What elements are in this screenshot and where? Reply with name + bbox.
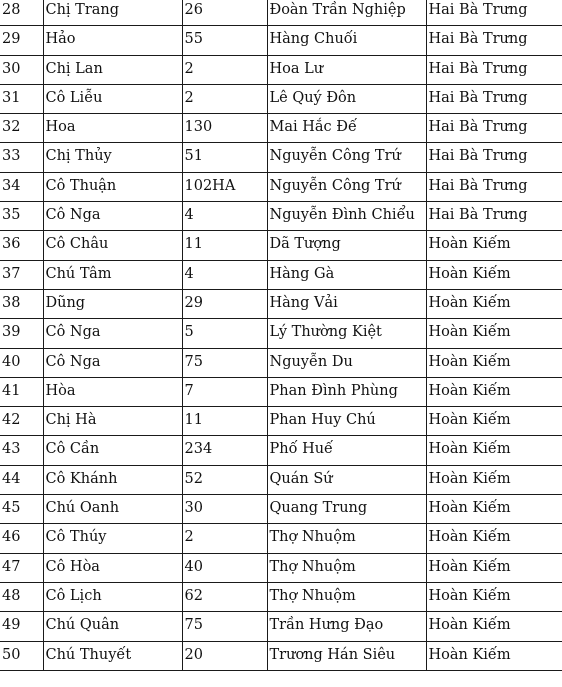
house-number-cell: 7 — [182, 377, 267, 406]
street-cell: Nguyễn Công Trứ — [267, 172, 426, 201]
district-cell: Hoàn Kiếm — [426, 348, 562, 377]
row-number-cell: 40 — [0, 348, 43, 377]
district-cell: Hai Bà Trưng — [426, 202, 562, 231]
table-row — [0, 289, 562, 318]
house-number-cell: 75 — [182, 612, 267, 641]
table-row — [0, 553, 562, 582]
name-cell: Cô Châu — [43, 231, 182, 260]
district-cell: Hoàn Kiếm — [426, 436, 562, 465]
house-number-cell: 4 — [182, 260, 267, 289]
name-cell: Cô Thúy — [43, 524, 182, 553]
district-cell: Hoàn Kiếm — [426, 407, 562, 436]
house-number-cell: 55 — [182, 26, 267, 55]
house-number-cell: 40 — [182, 553, 267, 582]
house-number-cell: 20 — [182, 641, 267, 670]
street-cell: Hàng Gà — [267, 260, 426, 289]
name-cell: Cô Cần — [43, 436, 182, 465]
district-cell: Hai Bà Trưng — [426, 114, 562, 143]
row-number-cell: 29 — [0, 26, 43, 55]
street-cell: Trương Hán Siêu — [267, 641, 426, 670]
street-cell: Phan Huy Chú — [267, 407, 426, 436]
street-cell: Quang Trung — [267, 495, 426, 524]
name-cell: Cô Hòa — [43, 553, 182, 582]
row-number-cell: 30 — [0, 55, 43, 84]
name-cell: Hòa — [43, 377, 182, 406]
name-cell: Cô Nga — [43, 202, 182, 231]
street-cell: Hoa Lư — [267, 55, 426, 84]
house-number-cell: 51 — [182, 143, 267, 172]
table-row — [0, 114, 562, 143]
name-cell: Chú Tâm — [43, 260, 182, 289]
row-number-cell: 31 — [0, 84, 43, 113]
table-row — [0, 377, 562, 406]
table-row — [0, 524, 562, 553]
district-cell: Hai Bà Trưng — [426, 26, 562, 55]
row-number-cell: 33 — [0, 143, 43, 172]
district-cell: Hoàn Kiếm — [426, 260, 562, 289]
street-cell: Phan Đình Phùng — [267, 377, 426, 406]
district-cell: Hoàn Kiếm — [426, 582, 562, 611]
table-row — [0, 495, 562, 524]
name-cell: Cô Nga — [43, 348, 182, 377]
house-number-cell: 102HA — [182, 172, 267, 201]
row-number-cell: 36 — [0, 231, 43, 260]
house-number-cell: 5 — [182, 319, 267, 348]
name-cell: Chú Thuyết — [43, 641, 182, 670]
row-number-cell: 41 — [0, 377, 43, 406]
row-number-cell: 43 — [0, 436, 43, 465]
row-number-cell: 44 — [0, 465, 43, 494]
table-row — [0, 436, 562, 465]
street-cell: Trần Hưng Đạo — [267, 612, 426, 641]
district-cell: Hoàn Kiếm — [426, 377, 562, 406]
name-cell: Cô Thuận — [43, 172, 182, 201]
table-row — [0, 407, 562, 436]
street-cell: Thợ Nhuộm — [267, 553, 426, 582]
row-number-cell: 45 — [0, 495, 43, 524]
house-number-cell: 75 — [182, 348, 267, 377]
street-cell: Quán Sứ — [267, 465, 426, 494]
street-cell: Phố Huế — [267, 436, 426, 465]
row-number-cell: 39 — [0, 319, 43, 348]
name-cell: Chị Trang — [43, 0, 182, 26]
house-number-cell: 11 — [182, 231, 267, 260]
name-cell: Cô Khánh — [43, 465, 182, 494]
row-number-cell: 32 — [0, 114, 43, 143]
district-cell: Hoàn Kiếm — [426, 553, 562, 582]
district-cell: Hai Bà Trưng — [426, 0, 562, 26]
table-row — [0, 348, 562, 377]
house-number-cell: 11 — [182, 407, 267, 436]
table-row — [0, 641, 562, 670]
name-cell: Cô Nga — [43, 319, 182, 348]
district-cell: Hoàn Kiếm — [426, 289, 562, 318]
row-number-cell: 47 — [0, 553, 43, 582]
street-cell: Hàng Vải — [267, 289, 426, 318]
name-cell: Dũng — [43, 289, 182, 318]
street-cell: Thợ Nhuộm — [267, 524, 426, 553]
row-number-cell: 48 — [0, 582, 43, 611]
table-row — [0, 0, 562, 26]
name-cell: Chị Hà — [43, 407, 182, 436]
table-row — [0, 143, 562, 172]
row-number-cell: 42 — [0, 407, 43, 436]
district-cell: Hai Bà Trưng — [426, 143, 562, 172]
name-cell: Chị Thủy — [43, 143, 182, 172]
table-row — [0, 582, 562, 611]
district-cell: Hai Bà Trưng — [426, 172, 562, 201]
table-row — [0, 172, 562, 201]
house-number-cell: 29 — [182, 289, 267, 318]
district-cell: Hoàn Kiếm — [426, 524, 562, 553]
table-row — [0, 55, 562, 84]
table-row — [0, 202, 562, 231]
street-cell: Dã Tượng — [267, 231, 426, 260]
house-number-cell: 30 — [182, 495, 267, 524]
row-number-cell: 46 — [0, 524, 43, 553]
table-row — [0, 231, 562, 260]
house-number-cell: 2 — [182, 55, 267, 84]
table-row — [0, 465, 562, 494]
street-cell: Lý Thường Kiệt — [267, 319, 426, 348]
name-cell: Hảo — [43, 26, 182, 55]
district-cell: Hoàn Kiếm — [426, 641, 562, 670]
row-number-cell: 38 — [0, 289, 43, 318]
district-cell: Hoàn Kiếm — [426, 495, 562, 524]
name-cell: Chú Quân — [43, 612, 182, 641]
house-number-cell: 2 — [182, 524, 267, 553]
street-cell: Hàng Chuối — [267, 26, 426, 55]
table-row — [0, 612, 562, 641]
street-cell: Mai Hắc Đế — [267, 114, 426, 143]
house-number-cell: 26 — [182, 0, 267, 26]
name-cell: Hoa — [43, 114, 182, 143]
table-row — [0, 84, 562, 113]
street-cell: Nguyễn Đình Chiểu — [267, 202, 426, 231]
row-number-cell: 34 — [0, 172, 43, 201]
row-number-cell: 35 — [0, 202, 43, 231]
house-number-cell: 4 — [182, 202, 267, 231]
street-cell: Đoàn Trần Nghiệp — [267, 0, 426, 26]
house-number-cell: 62 — [182, 582, 267, 611]
name-cell: Chú Oanh — [43, 495, 182, 524]
district-cell: Hoàn Kiếm — [426, 465, 562, 494]
name-cell: Cô Lịch — [43, 582, 182, 611]
row-number-cell: 37 — [0, 260, 43, 289]
row-number-cell: 50 — [0, 641, 43, 670]
district-cell: Hoàn Kiếm — [426, 231, 562, 260]
table-row — [0, 260, 562, 289]
district-cell: Hai Bà Trưng — [426, 55, 562, 84]
district-cell: Hai Bà Trưng — [426, 84, 562, 113]
house-number-cell: 130 — [182, 114, 267, 143]
street-cell: Nguyễn Du — [267, 348, 426, 377]
table-row — [0, 26, 562, 55]
table-row — [0, 319, 562, 348]
row-number-cell: 49 — [0, 612, 43, 641]
house-number-cell: 52 — [182, 465, 267, 494]
house-number-cell: 234 — [182, 436, 267, 465]
name-cell: Chị Lan — [43, 55, 182, 84]
street-cell: Lê Quý Đôn — [267, 84, 426, 113]
name-cell: Cô Liễu — [43, 84, 182, 113]
street-cell: Nguyễn Công Trứ — [267, 143, 426, 172]
row-number-cell: 28 — [0, 0, 43, 26]
house-number-cell: 2 — [182, 84, 267, 113]
district-cell: Hoàn Kiếm — [426, 319, 562, 348]
street-cell: Thợ Nhuộm — [267, 582, 426, 611]
district-cell: Hoàn Kiếm — [426, 612, 562, 641]
